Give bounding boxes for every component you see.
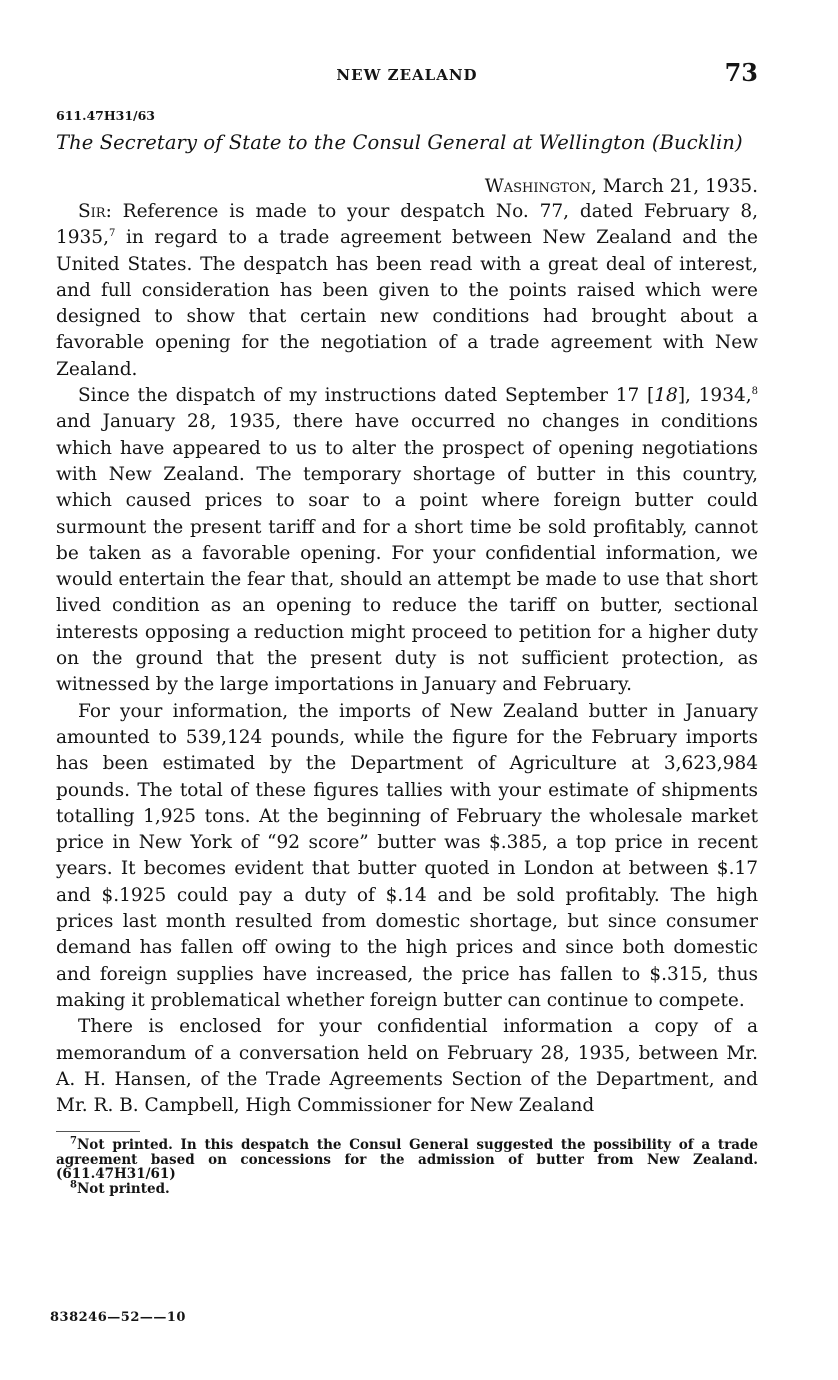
paragraph-1-rest: in regard to a trade agreement between New Zealand and the United States. The despatch has been read with a great deal of interest, and full consideration has been given to the points raised which were designed to show that certain new conditions had brought about a favorable opening for the negotiation of a trade agreement with New Zealand. xyxy=(56,227,758,380)
footnote-8 xyxy=(56,1179,758,1197)
paragraph-2-mid: ], 1934, xyxy=(677,385,752,407)
printer-code: 838246—52——10 xyxy=(50,1310,186,1325)
dateline xyxy=(56,176,758,197)
footnote-8-marker: 8 xyxy=(70,1179,77,1191)
footnote-7-text: Not printed. In this despatch the Consul General suggested the possibility of a trade agreement based on concessions for the admission of butter from New Zealand. (611.47H31/61) xyxy=(56,1137,758,1183)
document-page xyxy=(56,58,758,1196)
paragraph-2 xyxy=(56,383,758,699)
dateline-place: Washington, xyxy=(484,176,597,197)
page-header xyxy=(56,58,758,94)
file-number: 611.47H31/63 xyxy=(56,108,156,123)
paragraph-1-text: Reference is made to your despatch No. 77, dated February 8, 1935, xyxy=(56,201,758,249)
footnote-rule xyxy=(56,1131,140,1132)
footnotes xyxy=(56,1135,758,1197)
paragraph-2-italic: 18 xyxy=(654,385,678,407)
letter-body xyxy=(56,199,758,1119)
footnote-7 xyxy=(56,1135,758,1183)
paragraph-2-rest: and January 28, 1935, there have occurred no changes in conditions which have appeared to us to alter the prospect of opening negotiations with New Zealand. The temporary shortage of butter in this country, which caused prices to soar to a point where foreign butter could surmount the present tariff and for a short time be sold profitably, cannot be taken as a favorable opening. For your confidential information, we would entertain the fear that, should an attempt be made to use that short lived condition as an opening to reduce the tariff on butter, sectional interests opposing a reduction might proceed to petition for a higher duty on the ground that the present duty is not sufficient protection, as witnessed by the large importations in January and February. xyxy=(56,411,758,696)
running-title: NEW ZEALAND xyxy=(336,66,478,84)
page-number: 73 xyxy=(724,58,758,87)
footnote-ref-7: 7 xyxy=(108,228,116,240)
footnote-ref-8: 8 xyxy=(751,385,758,397)
document-heading: The Secretary of State to the Consul General at Wellington (Bucklin) xyxy=(56,131,743,154)
paragraph-4: There is enclosed for your confidential information a copy of a memorandum of a conversation held on February 28, 1935, between Mr. A. H. Hansen, of the Trade Agreements Section of the Department, and Mr. R. B. Campbell, High Commissioner for New Zealand xyxy=(56,1016,758,1117)
footnote-8-text: Not printed. xyxy=(76,1180,170,1197)
footnote-7-marker: 7 xyxy=(70,1135,77,1147)
paragraph-1 xyxy=(56,199,758,383)
paragraph-3: For your information, the imports of New Zealand butter in January amounted to 539,124 pounds, while the figure for the February imports has been estimated by the Department of Agriculture at 3,623,984 pounds. The total of these figures tallies with your estimate of shipments totalling 1,925 tons. At the beginning of February the wholesale market price in New York of “92 score” butter was $.385, a top price in recent years. It becomes evident that butter quoted in London at between $.17 and $.1925 could pay a duty of $.14 and be sold profitably. The high prices last month resulted from domestic shortage, but since consumer demand has fallen off owing to the high prices and since both domestic and foreign supplies have increased, the price has fallen to $.315, thus making it problematical whether foreign butter can continue to compete. xyxy=(56,700,758,1011)
dateline-date: March 21, 1935. xyxy=(596,176,758,197)
salutation: Sir: xyxy=(78,201,112,222)
paragraph-2-start: Since the dispatch of my instructions dated September 17 [ xyxy=(78,385,655,407)
